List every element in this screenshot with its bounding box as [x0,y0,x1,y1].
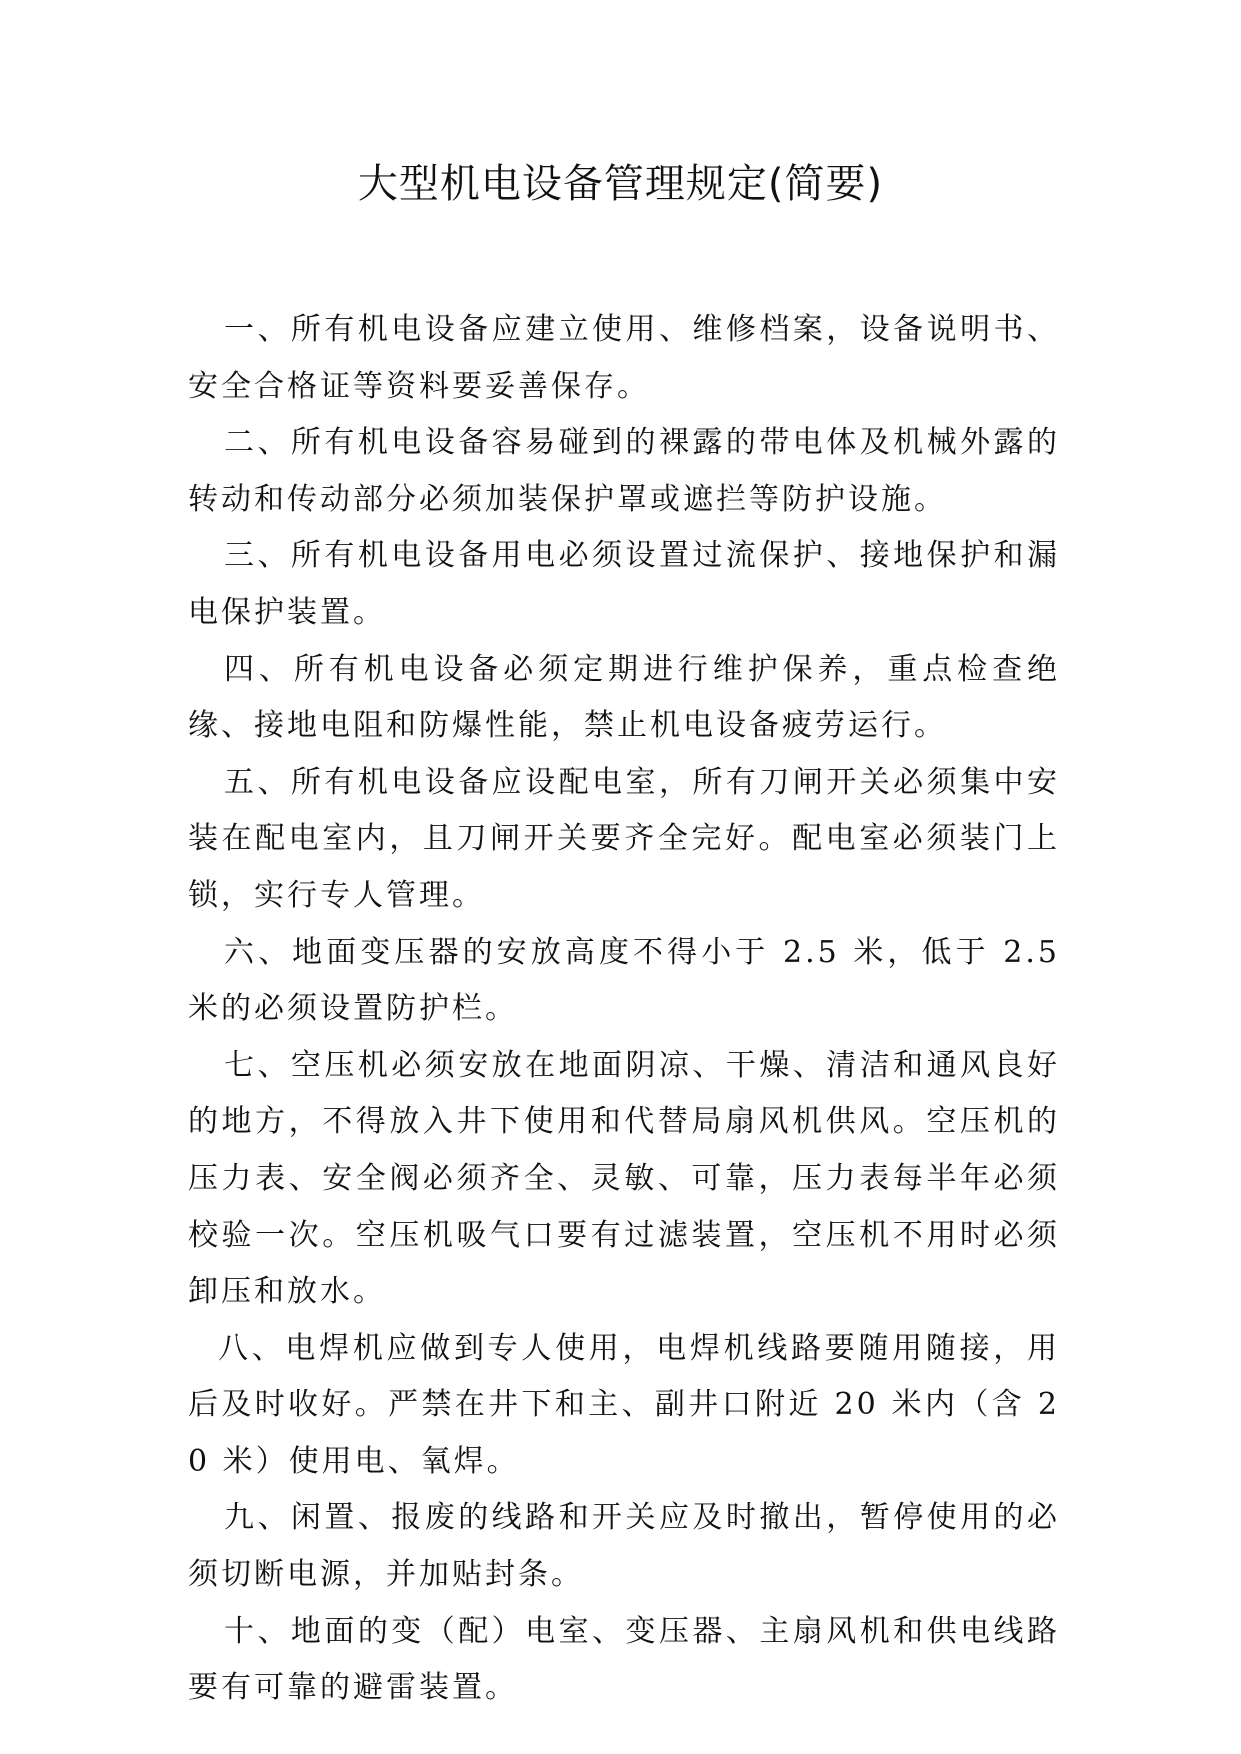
clause-6: 六、地面变压器的安放高度不得小于 2.5 米，低于 2.5 米的必须设置防护栏。 [188,934,1060,1027]
clause-1: 一、所有机电设备应建立使用、维修档案，设备说明书、安全合格证等资料要妥善保存。 [188,312,1060,404]
clause-5: 五、所有机电设备应设配电室，所有刀闸开关必须集中安装在配电室内，且刀闸开关要齐全完好。配电室必须装门上锁，实行专人管理。 [188,764,1060,913]
clause-3: 三、所有机电设备用电必须设置过流保护、接地保护和漏电保护装置。 [188,538,1060,630]
clause-4: 四、所有机电设备必须定期进行维护保养，重点检查绝缘、接地电阻和防爆性能，禁止机电设备疲劳运行。 [188,651,1060,744]
clause-10: 十、地面的变（配）电室、变压器、主扇风机和供电线路要有可靠的避雷装置。 [188,1613,1060,1706]
document-body [188,302,1060,1717]
clause-7: 七、空压机必须安放在地面阴凉、干燥、清洁和通风良好的地方，不得放入井下使用和代替局扇风机供风。空压机的压力表、安全阀必须齐全、灵敏、可靠，压力表每半年必须校验一次。空压机吸气口要有过滤装置，空压机不用时必须卸压和放水。 [188,1047,1060,1310]
document-title: 大型机电设备管理规定(简要) [357,161,884,207]
clause-8: 八、电焊机应做到专人使用，电焊机线路要随用随接，用后及时收好。严禁在井下和主、副井口附近 20 米内（含 20 米）使用电、氧焊。 [188,1330,1060,1479]
clause-2: 二、所有机电设备容易碰到的裸露的带电体及机械外露的转动和传动部分必须加装保护罩或遮拦等防护设施。 [188,425,1060,517]
clause-9: 九、闲置、报废的线路和开关应及时撤出，暂停使用的必须切断电源，并加贴封条。 [188,1500,1060,1593]
